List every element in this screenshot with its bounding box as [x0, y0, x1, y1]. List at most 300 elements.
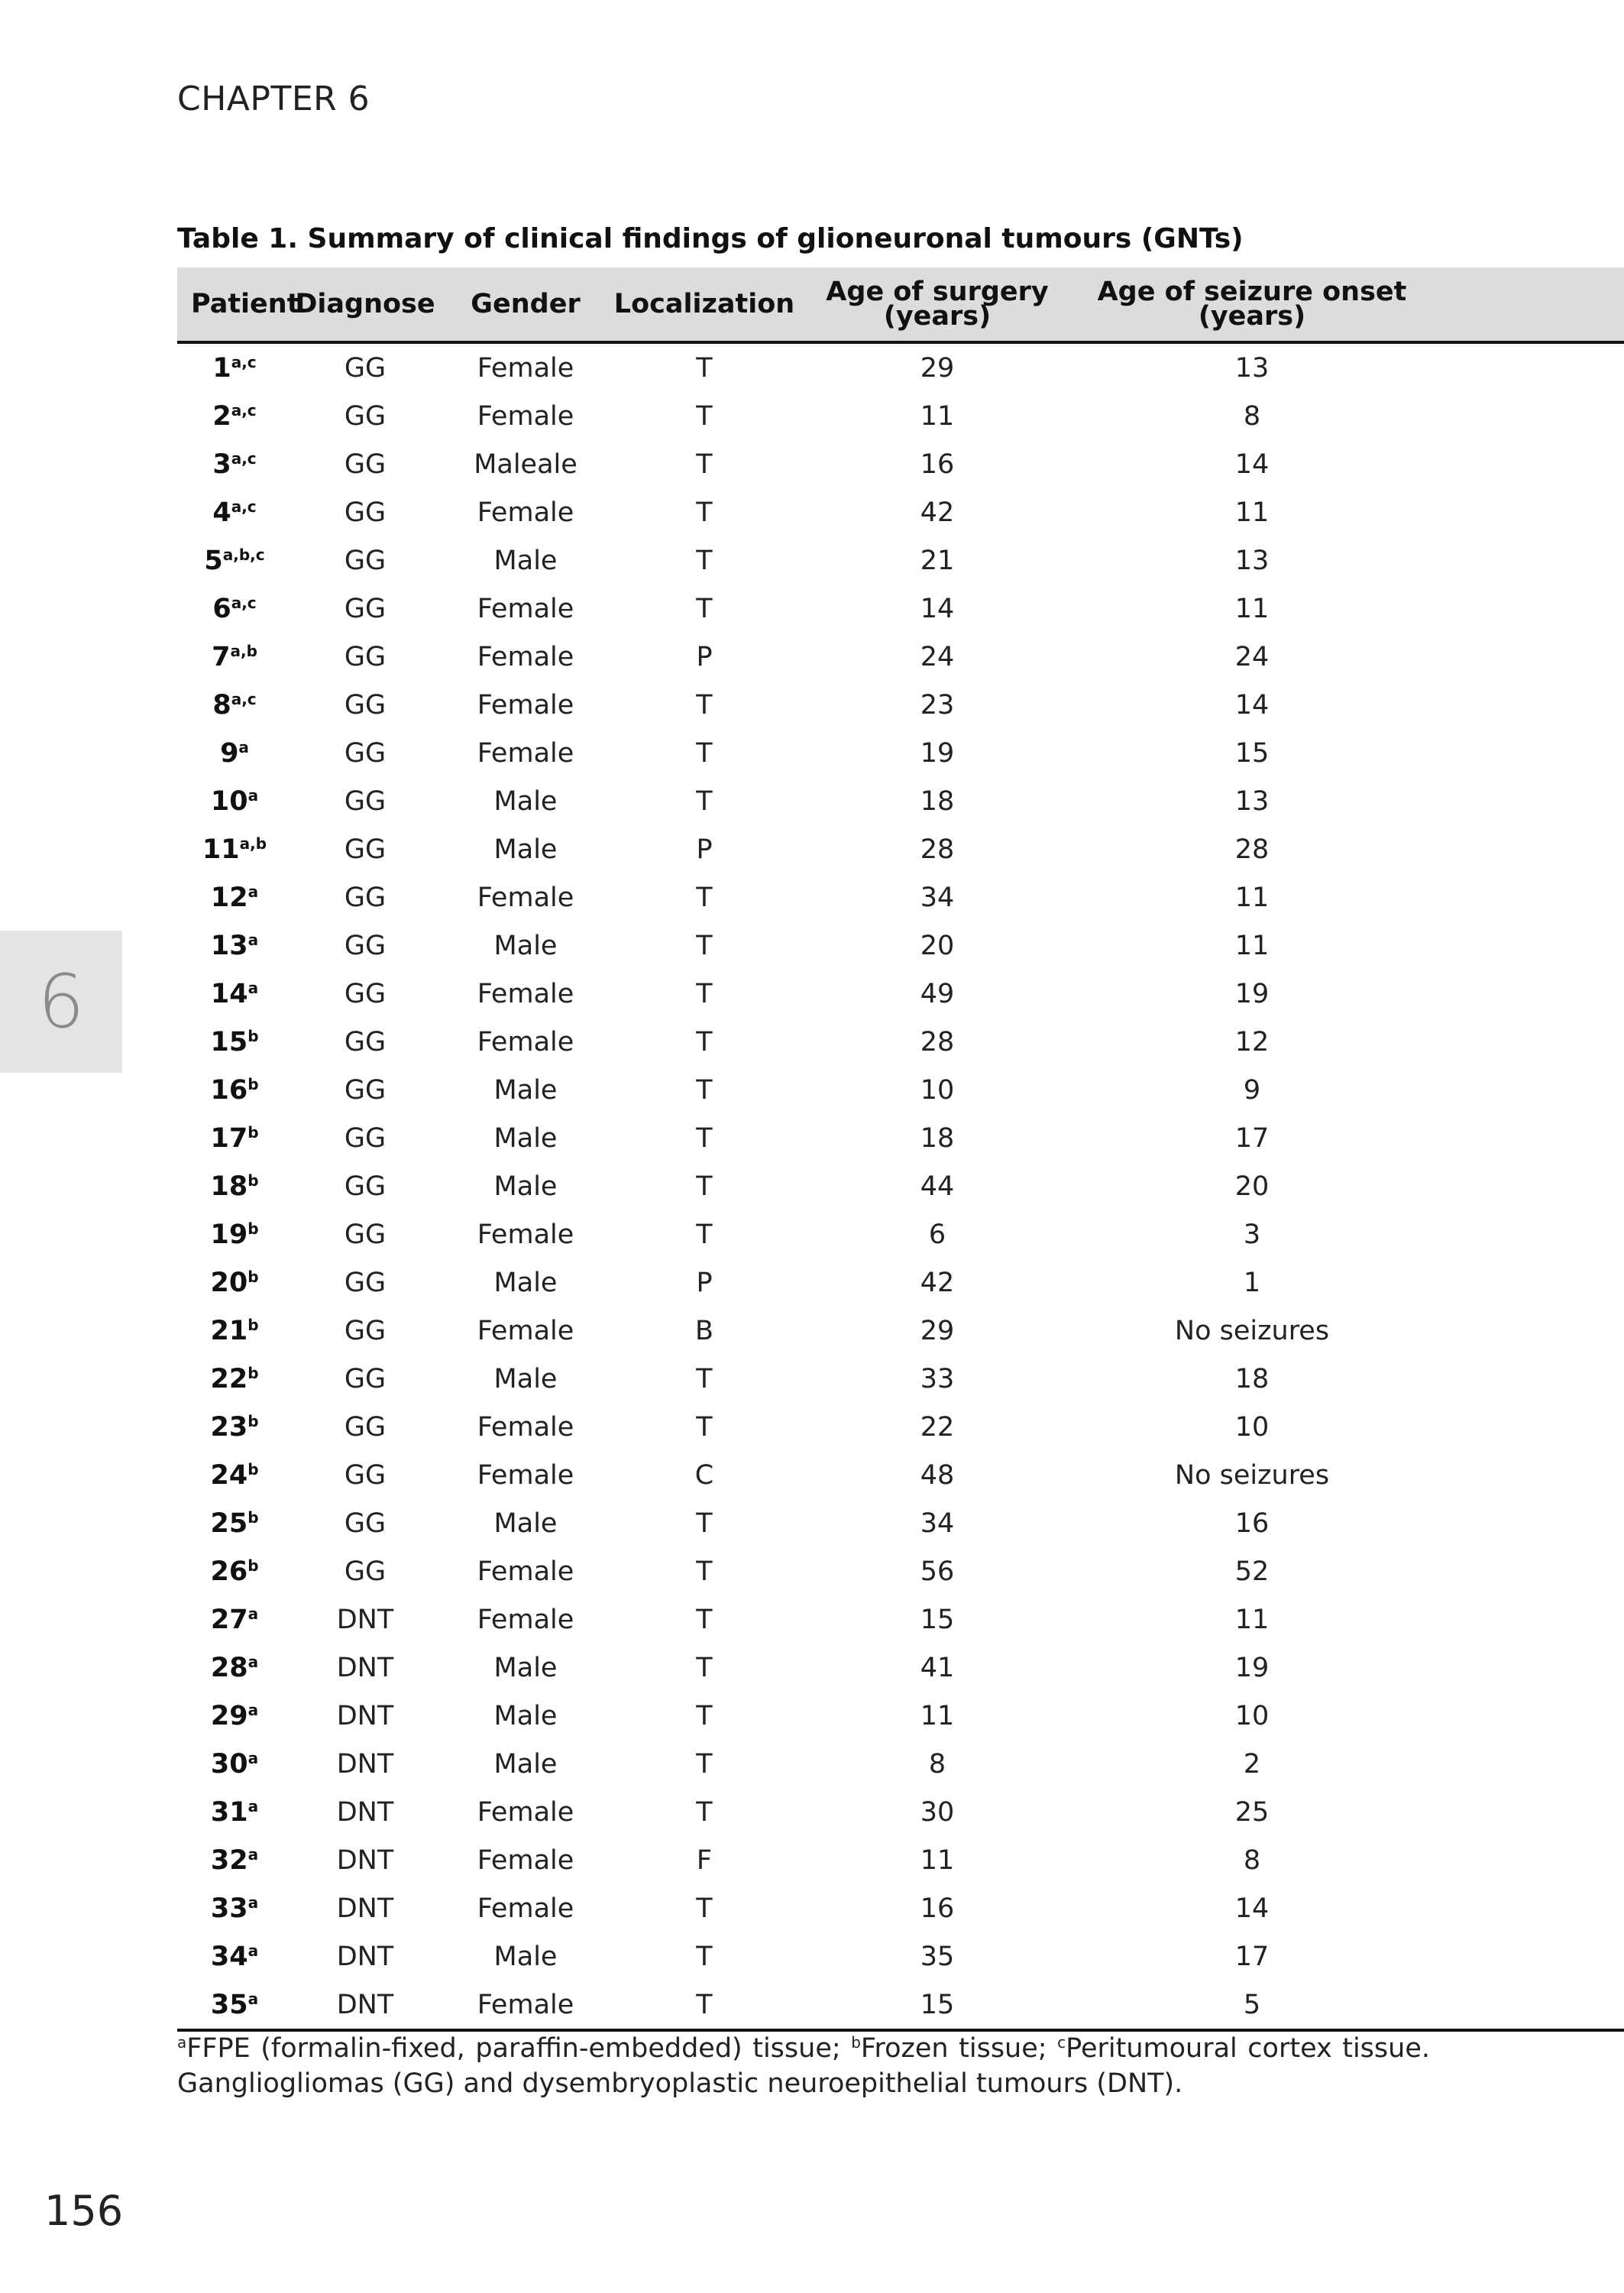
cell-gender: Female [477, 1844, 574, 1876]
cell-localization: T [696, 1989, 713, 2020]
table-row [177, 1932, 1624, 1980]
cell-patient [177, 873, 292, 921]
patient-number: 33 [210, 1893, 248, 1924]
table-row [177, 1884, 1624, 1932]
patient-number: 5 [204, 545, 223, 576]
cell-gender: Female [477, 641, 574, 672]
cell-localization: F [696, 1844, 713, 1876]
cell-localization: T [696, 978, 713, 1009]
cell-spacer [1425, 1980, 1624, 2030]
patient-sample-mark: a,c [231, 400, 257, 419]
clinical-findings-table [177, 267, 1624, 2032]
cell-age-surgery: 56 [920, 1556, 955, 1587]
table-row [177, 1547, 1624, 1595]
cell-gender: Female [477, 1796, 574, 1828]
patient-number: 16 [210, 1074, 248, 1106]
cell-age-onset: 10 [1234, 1411, 1270, 1443]
cell-age-surgery: 18 [920, 1122, 955, 1154]
patient-number: 19 [210, 1219, 248, 1250]
patient-sample-mark: a,c [231, 449, 257, 468]
table-header [177, 267, 1624, 342]
cell-age-onset: 13 [1234, 785, 1270, 817]
cell-age-onset: 14 [1234, 689, 1270, 721]
cell-spacer [1425, 1355, 1624, 1403]
cell-spacer [1425, 1403, 1624, 1451]
cell-age-surgery: 18 [920, 785, 955, 817]
cell-patient [177, 1114, 292, 1162]
table-row [177, 873, 1624, 921]
cell-diagnose: GG [344, 737, 387, 769]
patient-sample-mark: a [247, 1748, 259, 1767]
cell-diagnose: GG [344, 1267, 387, 1298]
patient-sample-mark: b [247, 1459, 259, 1478]
cell-age-surgery: 23 [920, 689, 955, 721]
cell-age-surgery: 42 [920, 1267, 955, 1298]
cell-age-onset: 5 [1243, 1989, 1261, 2020]
cell-spacer [1425, 1114, 1624, 1162]
cell-age-surgery: 15 [920, 1989, 955, 2020]
cell-age-onset: 2 [1243, 1748, 1261, 1780]
table-row [177, 633, 1624, 681]
table-row [177, 729, 1624, 777]
cell-age-onset: 14 [1234, 1893, 1270, 1924]
cell-age-onset: 52 [1234, 1556, 1270, 1587]
cell-age-onset: No seizures [1174, 1459, 1330, 1491]
cell-spacer [1425, 825, 1624, 873]
table-row [177, 1018, 1624, 1066]
cell-age-onset: 11 [1234, 930, 1270, 961]
cell-diagnose: DNT [336, 1748, 394, 1780]
table-row [177, 777, 1624, 825]
table-row [177, 970, 1624, 1018]
cell-age-onset: 13 [1234, 352, 1270, 384]
patient-number: 14 [210, 978, 248, 1009]
patient-number: 22 [210, 1363, 248, 1394]
table-row [177, 1740, 1624, 1788]
cell-gender: Female [477, 882, 574, 913]
patient-number: 31 [210, 1796, 248, 1828]
cell-age-onset: 18 [1234, 1363, 1270, 1394]
table-row [177, 1210, 1624, 1258]
patient-number: 35 [210, 1989, 248, 2020]
cell-localization: T [696, 593, 713, 624]
cell-patient [177, 1210, 292, 1258]
cell-spacer [1425, 342, 1624, 392]
patient-number: 4 [212, 497, 231, 528]
footnote-mark-a: a [177, 2033, 187, 2052]
cell-age-surgery: 34 [920, 1508, 955, 1539]
cell-gender: Female [477, 1411, 574, 1443]
patient-number: 3 [212, 449, 231, 480]
table-row [177, 1644, 1624, 1692]
patient-number: 23 [210, 1411, 248, 1443]
cell-patient [177, 1595, 292, 1644]
patient-sample-mark: b [247, 1122, 259, 1142]
cell-diagnose: GG [344, 785, 387, 817]
cell-patient [177, 729, 292, 777]
cell-gender: Female [477, 1989, 574, 2020]
patient-number: 18 [210, 1171, 248, 1202]
cell-age-surgery: 49 [920, 978, 955, 1009]
cell-age-onset: No seizures [1174, 1315, 1330, 1346]
cell-gender: Female [477, 1556, 574, 1587]
cell-spacer [1425, 633, 1624, 681]
patient-number: 28 [210, 1652, 248, 1683]
cell-patient [177, 1355, 292, 1403]
patient-number: 13 [210, 930, 248, 961]
cell-diagnose: GG [344, 545, 387, 576]
cell-gender: Maleale [474, 449, 577, 480]
cell-gender: Male [493, 1267, 558, 1298]
patient-number: 11 [202, 834, 240, 865]
patient-sample-mark: a,b,c [222, 545, 265, 564]
cell-age-onset: 14 [1234, 449, 1270, 480]
cell-patient [177, 342, 292, 392]
cell-age-surgery: 22 [920, 1411, 955, 1443]
cell-diagnose: GG [344, 834, 387, 865]
table-row [177, 1355, 1624, 1403]
cell-localization: T [696, 1074, 713, 1106]
cell-gender: Male [493, 785, 558, 817]
cell-age-surgery: 42 [920, 497, 955, 528]
column-header-age-onset: Age of seizure onset (years) [1097, 277, 1407, 332]
cell-patient [177, 585, 292, 633]
cell-age-onset: 11 [1234, 593, 1270, 624]
patient-number: 2 [212, 400, 231, 432]
table-row [177, 1836, 1624, 1884]
cell-diagnose: GG [344, 1219, 387, 1250]
cell-localization: C [694, 1459, 714, 1491]
cell-age-surgery: 29 [920, 352, 955, 384]
cell-localization: T [696, 1508, 713, 1539]
patient-sample-mark: b [247, 1026, 259, 1045]
table-row [177, 1692, 1624, 1740]
patient-number: 1 [212, 352, 231, 384]
patient-sample-mark: b [247, 1219, 259, 1238]
cell-diagnose: DNT [336, 1604, 394, 1635]
cell-age-surgery: 11 [920, 1844, 955, 1876]
cell-age-surgery: 16 [920, 1893, 955, 1924]
patient-sample-mark: a [247, 1700, 259, 1719]
cell-spacer [1425, 1066, 1624, 1114]
cell-spacer [1425, 1307, 1624, 1355]
table-row [177, 1066, 1624, 1114]
cell-spacer [1425, 1932, 1624, 1980]
cell-age-onset: 3 [1243, 1219, 1261, 1250]
table-row [177, 681, 1624, 729]
cell-diagnose: GG [344, 497, 387, 528]
cell-diagnose: DNT [336, 1652, 394, 1683]
cell-localization: B [694, 1315, 713, 1346]
table-row [177, 392, 1624, 440]
cell-patient [177, 1884, 292, 1932]
cell-localization: T [696, 930, 713, 961]
cell-diagnose: GG [344, 1459, 387, 1491]
cell-age-surgery: 21 [920, 545, 955, 576]
patient-sample-mark: b [247, 1363, 259, 1382]
patient-sample-mark: a [247, 1796, 259, 1815]
table-footnote [177, 2025, 1430, 2101]
cell-age-surgery: 28 [920, 1026, 955, 1057]
cell-diagnose: DNT [336, 1989, 394, 2020]
cell-diagnose: DNT [336, 1893, 394, 1924]
cell-age-onset: 19 [1234, 1652, 1270, 1683]
patient-sample-mark: b [247, 1074, 259, 1093]
cell-age-surgery: 33 [920, 1363, 955, 1394]
cell-gender: Female [477, 352, 574, 384]
patient-sample-mark: a [247, 1844, 259, 1864]
cell-age-surgery: 11 [920, 400, 955, 432]
cell-localization: T [696, 882, 713, 913]
cell-spacer [1425, 392, 1624, 440]
footnote-c-text: Peritumoural cortex tissue. [1066, 2033, 1430, 2064]
cell-patient [177, 1162, 292, 1210]
patient-sample-mark: a,b [230, 641, 257, 660]
cell-diagnose: GG [344, 1411, 387, 1443]
table-row [177, 1499, 1624, 1547]
cell-localization: T [696, 1604, 713, 1635]
running-head: CHAPTER 6 [177, 79, 370, 118]
cell-patient [177, 825, 292, 873]
cell-patient [177, 1788, 292, 1836]
cell-gender: Male [493, 1074, 558, 1106]
cell-diagnose: GG [344, 1363, 387, 1394]
column-header-age-surgery: Age of surgery (years) [826, 277, 1049, 332]
cell-localization: T [696, 785, 713, 817]
cell-localization: T [696, 689, 713, 721]
cell-localization: T [696, 1941, 713, 1972]
patient-number: 9 [220, 737, 239, 769]
cell-patient [177, 921, 292, 970]
cell-localization: T [696, 352, 713, 384]
cell-age-surgery: 14 [920, 593, 955, 624]
cell-spacer [1425, 729, 1624, 777]
cell-gender: Male [493, 1941, 558, 1972]
cell-age-onset: 17 [1234, 1122, 1270, 1154]
cell-spacer [1425, 1210, 1624, 1258]
cell-patient [177, 1836, 292, 1884]
cell-gender: Male [493, 545, 558, 576]
cell-gender: Female [477, 1604, 574, 1635]
patient-sample-mark: a [247, 1604, 259, 1623]
cell-diagnose: GG [344, 689, 387, 721]
cell-age-surgery: 34 [920, 882, 955, 913]
footnote-mark-c: c [1057, 2033, 1066, 2052]
cell-diagnose: GG [344, 641, 387, 672]
table-row [177, 488, 1624, 536]
cell-age-onset: 9 [1243, 1074, 1261, 1106]
cell-spacer [1425, 440, 1624, 488]
cell-diagnose: DNT [336, 1941, 394, 1972]
patient-sample-mark: a [247, 1652, 259, 1671]
cell-diagnose: GG [344, 1074, 387, 1106]
patient-number: 30 [210, 1748, 248, 1780]
cell-localization: T [696, 1556, 713, 1587]
patient-sample-mark: b [247, 1315, 259, 1334]
patient-number: 20 [210, 1267, 248, 1298]
table-container [177, 267, 1624, 2032]
cell-spacer [1425, 1018, 1624, 1066]
cell-patient [177, 488, 292, 536]
cell-diagnose: GG [344, 1508, 387, 1539]
cell-age-surgery: 29 [920, 1315, 955, 1346]
cell-gender: Male [493, 1700, 558, 1731]
cell-age-onset: 8 [1243, 1844, 1261, 1876]
patient-number: 6 [212, 593, 231, 624]
cell-age-onset: 8 [1243, 400, 1261, 432]
cell-gender: Male [493, 1508, 558, 1539]
cell-diagnose: GG [344, 1122, 387, 1154]
cell-age-onset: 20 [1234, 1171, 1270, 1202]
cell-diagnose: GG [344, 593, 387, 624]
cell-localization: T [696, 1652, 713, 1683]
cell-age-surgery: 35 [920, 1941, 955, 1972]
footnote-mark-b: b [851, 2033, 861, 2052]
cell-patient [177, 1066, 292, 1114]
cell-spacer [1425, 1692, 1624, 1740]
cell-diagnose: DNT [336, 1796, 394, 1828]
cell-age-onset: 25 [1234, 1796, 1270, 1828]
patient-number: 8 [212, 689, 231, 721]
patient-sample-mark: b [247, 1171, 259, 1190]
cell-age-surgery: 8 [928, 1748, 946, 1780]
cell-patient [177, 777, 292, 825]
cell-patient [177, 1307, 292, 1355]
cell-gender: Male [493, 1363, 558, 1394]
cell-age-surgery: 16 [920, 449, 955, 480]
patient-sample-mark: a [247, 1941, 259, 1960]
cell-age-surgery: 6 [928, 1219, 946, 1250]
cell-localization: T [696, 1893, 713, 1924]
cell-diagnose: DNT [336, 1844, 394, 1876]
cell-age-surgery: 19 [920, 737, 955, 769]
cell-diagnose: DNT [336, 1700, 394, 1731]
cell-gender: Female [477, 497, 574, 528]
column-header-localization: Localization [613, 289, 795, 319]
cell-spacer [1425, 1499, 1624, 1547]
chapter-tab-number: 6 [37, 959, 85, 1044]
cell-spacer [1425, 585, 1624, 633]
cell-patient [177, 1451, 292, 1499]
cell-spacer [1425, 921, 1624, 970]
patient-number: 32 [210, 1844, 248, 1876]
table-row [177, 1307, 1624, 1355]
cell-spacer [1425, 1162, 1624, 1210]
cell-spacer [1425, 1644, 1624, 1692]
patient-sample-mark: a,c [231, 689, 257, 708]
cell-gender: Female [477, 978, 574, 1009]
table-row [177, 1162, 1624, 1210]
patient-number: 34 [210, 1941, 248, 1972]
cell-age-onset: 12 [1234, 1026, 1270, 1057]
cell-gender: Female [477, 1219, 574, 1250]
cell-patient [177, 1258, 292, 1307]
cell-localization: T [696, 1122, 713, 1154]
cell-diagnose: GG [344, 978, 387, 1009]
cell-diagnose: GG [344, 882, 387, 913]
cell-localization: T [696, 1748, 713, 1780]
cell-gender: Male [493, 930, 558, 961]
cell-age-surgery: 20 [920, 930, 955, 961]
patient-sample-mark: a,b [239, 834, 267, 853]
table-row [177, 342, 1624, 392]
cell-diagnose: GG [344, 1556, 387, 1587]
cell-age-surgery: 48 [920, 1459, 955, 1491]
cell-diagnose: GG [344, 400, 387, 432]
cell-gender: Male [493, 1652, 558, 1683]
cell-localization: P [696, 1267, 713, 1298]
cell-localization: T [696, 1796, 713, 1828]
cell-age-onset: 15 [1234, 737, 1270, 769]
patient-number: 17 [210, 1122, 248, 1154]
cell-localization: P [696, 834, 713, 865]
column-header-patient: Patient [191, 289, 300, 319]
header-row [177, 267, 1624, 342]
cell-age-onset: 1 [1243, 1267, 1261, 1298]
table-title: Table 1. Summary of clinical findings of glioneuronal tumours (GNTs) [177, 223, 1244, 254]
table-row [177, 825, 1624, 873]
cell-gender: Female [477, 689, 574, 721]
patient-number: 12 [210, 882, 248, 913]
cell-gender: Male [493, 1122, 558, 1154]
cell-age-onset: 19 [1234, 978, 1270, 1009]
cell-spacer [1425, 1788, 1624, 1836]
cell-age-onset: 24 [1234, 641, 1270, 672]
cell-localization: T [696, 1026, 713, 1057]
cell-spacer [1425, 1451, 1624, 1499]
cell-age-surgery: 41 [920, 1652, 955, 1683]
cell-spacer [1425, 536, 1624, 585]
cell-localization: T [696, 1700, 713, 1731]
cell-patient [177, 440, 292, 488]
cell-patient [177, 392, 292, 440]
cell-spacer [1425, 1836, 1624, 1884]
cell-localization: T [696, 1363, 713, 1394]
cell-spacer [1425, 1547, 1624, 1595]
cell-spacer [1425, 1595, 1624, 1644]
cell-age-onset: 16 [1234, 1508, 1270, 1539]
cell-gender: Male [493, 1748, 558, 1780]
cell-patient [177, 1499, 292, 1547]
cell-age-surgery: 30 [920, 1796, 955, 1828]
page-number: 156 [44, 2187, 124, 2235]
cell-gender: Female [477, 1893, 574, 1924]
footnote-line-1 [177, 2025, 1430, 2066]
patient-sample-mark: a [247, 978, 259, 997]
patient-sample-mark: b [247, 1556, 259, 1575]
cell-gender: Male [493, 834, 558, 865]
column-header-gender: Gender [471, 289, 581, 319]
cell-patient [177, 970, 292, 1018]
cell-spacer [1425, 1884, 1624, 1932]
patient-sample-mark: a [247, 930, 259, 949]
column-header-spacer [1425, 267, 1624, 342]
patient-sample-mark: b [247, 1508, 259, 1527]
cell-patient [177, 681, 292, 729]
patient-number: 25 [210, 1508, 248, 1539]
patient-number: 15 [210, 1026, 248, 1057]
patient-sample-mark: a [247, 785, 259, 805]
cell-diagnose: GG [344, 930, 387, 961]
cell-patient [177, 536, 292, 585]
table-row [177, 1258, 1624, 1307]
cell-age-surgery: 15 [920, 1604, 955, 1635]
cell-spacer [1425, 777, 1624, 825]
table-row [177, 1595, 1624, 1644]
footnote-line-2: Gangliogliomas (GG) and dysembryoplastic neuroepithelial tumours (DNT). [177, 2068, 1183, 2099]
cell-patient [177, 1692, 292, 1740]
cell-spacer [1425, 488, 1624, 536]
